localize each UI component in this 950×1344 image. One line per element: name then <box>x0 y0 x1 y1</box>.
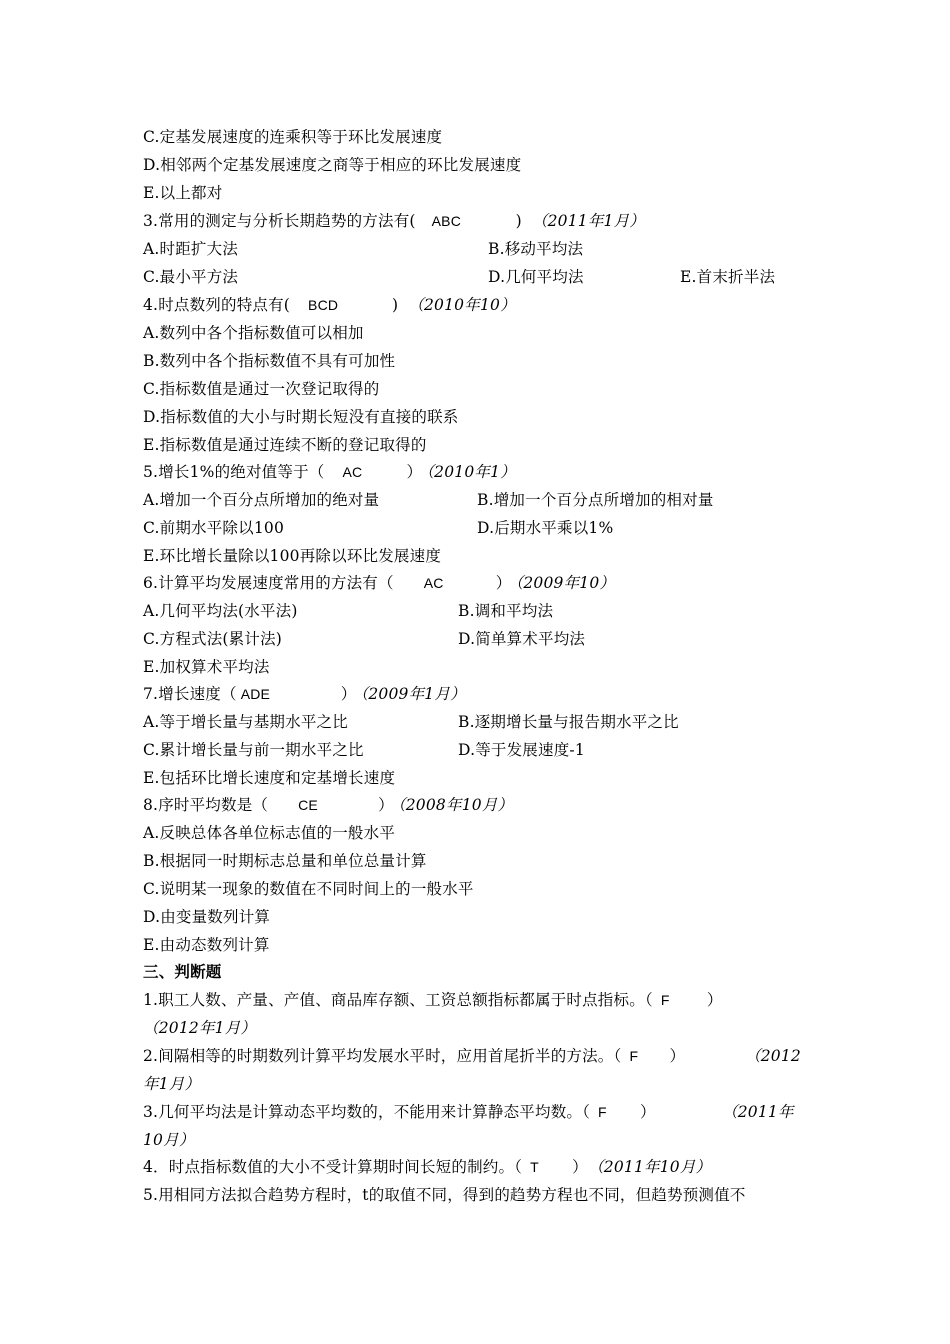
q7-options-row1 <box>143 712 679 732</box>
q8-option-e: E.由动态数列计算 <box>143 936 270 954</box>
q5-options-row1 <box>143 490 714 510</box>
judge-4-text: 4．时点指标数值的大小不受计算期时间长短的制约。（ <box>143 1158 523 1176</box>
judge-1-close: ） <box>706 991 723 1009</box>
q3-option-a: A.时距扩大法 <box>143 240 239 258</box>
q4-stem-line <box>143 295 516 315</box>
q7-option-b: B.逐期增长量与报告期水平之比 <box>458 713 679 731</box>
q3-options-row1 <box>143 239 584 259</box>
q5-close: ） <box>406 463 423 481</box>
q5-stem-line <box>143 462 516 482</box>
q8-stem: 8.序时平均数是（ <box>143 796 269 814</box>
q8-option-a: A.反映总体各单位标志值的一般水平 <box>143 824 396 842</box>
q5-year: （2010年1） <box>426 463 516 481</box>
q6-option-b: B.调和平均法 <box>458 602 554 620</box>
q7-stem: 7.增长速度（ <box>143 685 237 703</box>
q5-stem: 5.增长1%的绝对值等于（ <box>143 463 325 481</box>
section-3-heading: 三、判断题 <box>143 962 222 981</box>
q4-option-a: A.数列中各个指标数值可以相加 <box>143 324 364 342</box>
q6-year: （2009年10） <box>515 574 616 592</box>
q3-stem-line <box>143 211 645 231</box>
q4-year: （2010年10） <box>408 296 516 314</box>
judge-3-text: 3.几何平均法是计算动态平均数的，不能用来计算静态平均数。（ <box>143 1103 591 1121</box>
q6-options-row2 <box>143 629 586 649</box>
judge-1-answer: F <box>660 992 670 1008</box>
q4-option-e: E.指标数值是通过连续不断的登记取得的 <box>143 436 427 454</box>
judge-3-year: （2011年10月） <box>143 1103 794 1149</box>
q8-stem-line <box>143 795 513 815</box>
q5-option-d: D.后期水平乘以1% <box>477 519 614 537</box>
q8-close: ） <box>378 796 394 814</box>
judge-2-answer: F <box>629 1048 639 1064</box>
q7-option-a: A.等于增长量与基期水平之比 <box>143 713 348 731</box>
judge-1-text: 1.职工人数、产量、产值、商品库存额、工资总额指标都属于时点指标。（ <box>143 991 653 1009</box>
q7-option-c: C.累计增长量与前一期水平之比 <box>143 741 364 759</box>
q6-option-e: E.加权算术平均法 <box>143 658 270 676</box>
q3-options-row2 <box>143 267 776 287</box>
q7-year: （2009年1月） <box>360 685 466 703</box>
q4-option-c: C.指标数值是通过一次登记取得的 <box>143 380 380 398</box>
q6-option-a: A.几何平均法(水平法) <box>143 602 298 620</box>
q7-stem-line <box>143 684 466 704</box>
q8-option-d: D.由变量数列计算 <box>143 908 271 926</box>
q3-answer: ABC <box>431 213 462 229</box>
judge-3-close: ） <box>640 1103 656 1121</box>
judge-4-answer: T <box>530 1159 539 1175</box>
judge-4-close: ） <box>572 1158 588 1176</box>
q8-option-b: B.根据同一时期标志总量和单位总量计算 <box>143 852 427 870</box>
q5-option-e: E.环比增长量除以100再除以环比发展速度 <box>143 547 442 565</box>
judge-1-year: （2012年1月） <box>143 1019 257 1037</box>
q6-close: ） <box>495 574 512 592</box>
q5-option-c: C.前期水平除以100 <box>143 519 285 537</box>
judge-1-line <box>143 990 723 1010</box>
q4-answer: BCD <box>308 297 339 313</box>
q3-option-e: E.首末折半法 <box>680 268 776 286</box>
q7-option-e: E.包括环比增长速度和定基增长速度 <box>143 769 396 787</box>
q3-stem: 3.常用的测定与分析长期趋势的方法有( <box>143 212 416 230</box>
q3-option-c: C.最小平方法 <box>143 268 239 286</box>
q2-option-e: E.以上都对 <box>143 184 223 202</box>
q5-options-row2 <box>143 518 614 538</box>
judge-4-year: （2011年10月） <box>595 1158 712 1176</box>
q2-option-c: C.定基发展速度的连乘积等于环比发展速度 <box>143 128 443 146</box>
q7-close: ） <box>340 685 357 703</box>
q5-option-a: A.增加一个百分点所增加的绝对量 <box>143 491 380 509</box>
q6-option-d: D.简单算术平均法 <box>458 630 586 648</box>
q7-answer: ADE <box>240 686 271 702</box>
q5-answer: AC <box>342 464 363 480</box>
q8-answer: CE <box>298 797 318 813</box>
q6-stem: 6.计算平均发展速度常用的方法有（ <box>143 574 394 592</box>
q7-options-row2 <box>143 740 585 760</box>
q4-option-b: B.数列中各个指标数值不具有可加性 <box>143 352 396 370</box>
judge-2-year: （2012年1月） <box>143 1047 801 1093</box>
q4-close: ) <box>392 296 399 314</box>
q5-option-b: B.增加一个百分点所增加的相对量 <box>477 491 714 509</box>
q3-close: ) <box>515 212 522 230</box>
judge-2-text: 2.间隔相等的时期数列计算平均发展水平时，应用首尾折半的方法。（ <box>143 1047 622 1065</box>
q6-options-row1 <box>143 601 554 621</box>
q4-stem: 4.时点数列的特点有( <box>143 296 291 314</box>
q2-option-d: D.相邻两个定基发展速度之商等于相应的环比发展速度 <box>143 156 522 174</box>
q3-option-d: D.几何平均法 <box>488 268 584 286</box>
q8-option-c: C.说明某一现象的数值在不同时间上的一般水平 <box>143 880 474 898</box>
judge-3-answer: F <box>598 1104 607 1120</box>
q3-option-b: B.移动平均法 <box>488 240 584 258</box>
q4-option-d: D.指标数值的大小与时期长短没有直接的联系 <box>143 408 459 426</box>
judge-2-close: ） <box>669 1047 686 1065</box>
q7-option-d: D.等于发展速度-1 <box>458 741 585 759</box>
q8-year: （2008年10月） <box>397 796 514 814</box>
q6-answer: AC <box>423 575 444 591</box>
judge-4-line <box>143 1157 711 1177</box>
q6-stem-line <box>143 573 615 593</box>
q3-year: （2011年1月） <box>531 212 645 230</box>
q6-option-c: C.方程式法(累计法) <box>143 630 283 648</box>
judge-5-line: 5.用相同方法拟合趋势方程时，t的取值不同，得到的趋势方程也不同，但趋势预测值不 <box>143 1186 746 1204</box>
